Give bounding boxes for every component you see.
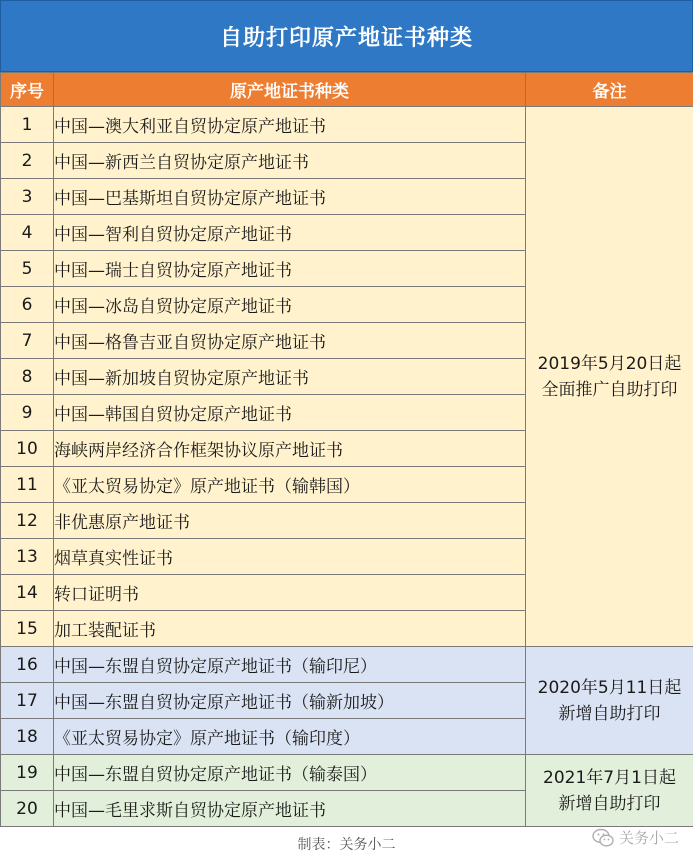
wechat-icon — [592, 828, 614, 848]
row-number: 20 — [1, 791, 54, 827]
row-number: 14 — [1, 575, 54, 611]
row-number: 4 — [1, 215, 54, 251]
table-row — [1, 107, 693, 143]
header-no: 序号 — [1, 73, 54, 107]
certificate-type: 中国—格鲁吉亚自贸协定原产地证书 — [54, 323, 526, 359]
row-number: 17 — [1, 683, 54, 719]
note-line: 2021年7月1日起 — [543, 767, 676, 788]
certificate-type: 烟草真实性证书 — [54, 539, 526, 575]
row-number: 18 — [1, 719, 54, 755]
watermark — [592, 827, 679, 848]
header-row — [1, 73, 693, 107]
footer-credit: 制表：关务小二 — [297, 836, 396, 853]
row-number: 13 — [1, 539, 54, 575]
certificate-type: 《亚太贸易协定》原产地证书（输韩国） — [54, 467, 526, 503]
row-number: 3 — [1, 179, 54, 215]
table-body — [1, 107, 693, 827]
row-number: 6 — [1, 287, 54, 323]
certificate-type: 中国—东盟自贸协定原产地证书（输印尼） — [54, 647, 526, 683]
row-number: 15 — [1, 611, 54, 647]
certificate-type: 中国—东盟自贸协定原产地证书（输泰国） — [54, 755, 526, 791]
certificate-type: 中国—新加坡自贸协定原产地证书 — [54, 359, 526, 395]
group-note — [526, 755, 693, 827]
note-line: 新增自助打印 — [558, 703, 661, 724]
row-number: 10 — [1, 431, 54, 467]
row-number: 19 — [1, 755, 54, 791]
certificate-type: 中国—毛里求斯自贸协定原产地证书 — [54, 791, 526, 827]
certificate-type: 中国—澳大利亚自贸协定原产地证书 — [54, 107, 526, 143]
note-line: 新增自助打印 — [558, 793, 661, 814]
certificate-type: 加工装配证书 — [54, 611, 526, 647]
certificate-type: 中国—新西兰自贸协定原产地证书 — [54, 143, 526, 179]
certificate-type: 中国—巴基斯坦自贸协定原产地证书 — [54, 179, 526, 215]
row-number: 16 — [1, 647, 54, 683]
certificate-type: 中国—冰岛自贸协定原产地证书 — [54, 287, 526, 323]
certificate-type: 非优惠原产地证书 — [54, 503, 526, 539]
group-note — [526, 107, 693, 647]
note-line: 2020年5月11日起 — [537, 677, 682, 698]
table-title: 自助打印原产地证书种类 — [0, 0, 693, 72]
row-number: 5 — [1, 251, 54, 287]
row-number: 7 — [1, 323, 54, 359]
certificate-type: 中国—瑞士自贸协定原产地证书 — [54, 251, 526, 287]
row-number: 11 — [1, 467, 54, 503]
certificate-type: 中国—东盟自贸协定原产地证书（输新加坡） — [54, 683, 526, 719]
note-line: 全面推广自助打印 — [541, 379, 678, 400]
group-note — [526, 647, 693, 755]
certificate-type: 海峡两岸经济合作框架协议原产地证书 — [54, 431, 526, 467]
certificate-type: 中国—韩国自贸协定原产地证书 — [54, 395, 526, 431]
note-line: 2019年5月20日起 — [537, 353, 682, 374]
watermark-text: 关务小二 — [618, 829, 679, 847]
certificate-type: 《亚太贸易协定》原产地证书（输印度） — [54, 719, 526, 755]
row-number: 2 — [1, 143, 54, 179]
certificate-table — [0, 72, 693, 827]
certificate-type: 中国—智利自贸协定原产地证书 — [54, 215, 526, 251]
header-name: 原产地证书种类 — [54, 73, 526, 107]
row-number: 12 — [1, 503, 54, 539]
row-number: 9 — [1, 395, 54, 431]
table-row — [1, 755, 693, 791]
header-note: 备注 — [526, 73, 693, 107]
row-number: 8 — [1, 359, 54, 395]
row-number: 1 — [1, 107, 54, 143]
certificate-type: 转口证明书 — [54, 575, 526, 611]
table-row — [1, 647, 693, 683]
